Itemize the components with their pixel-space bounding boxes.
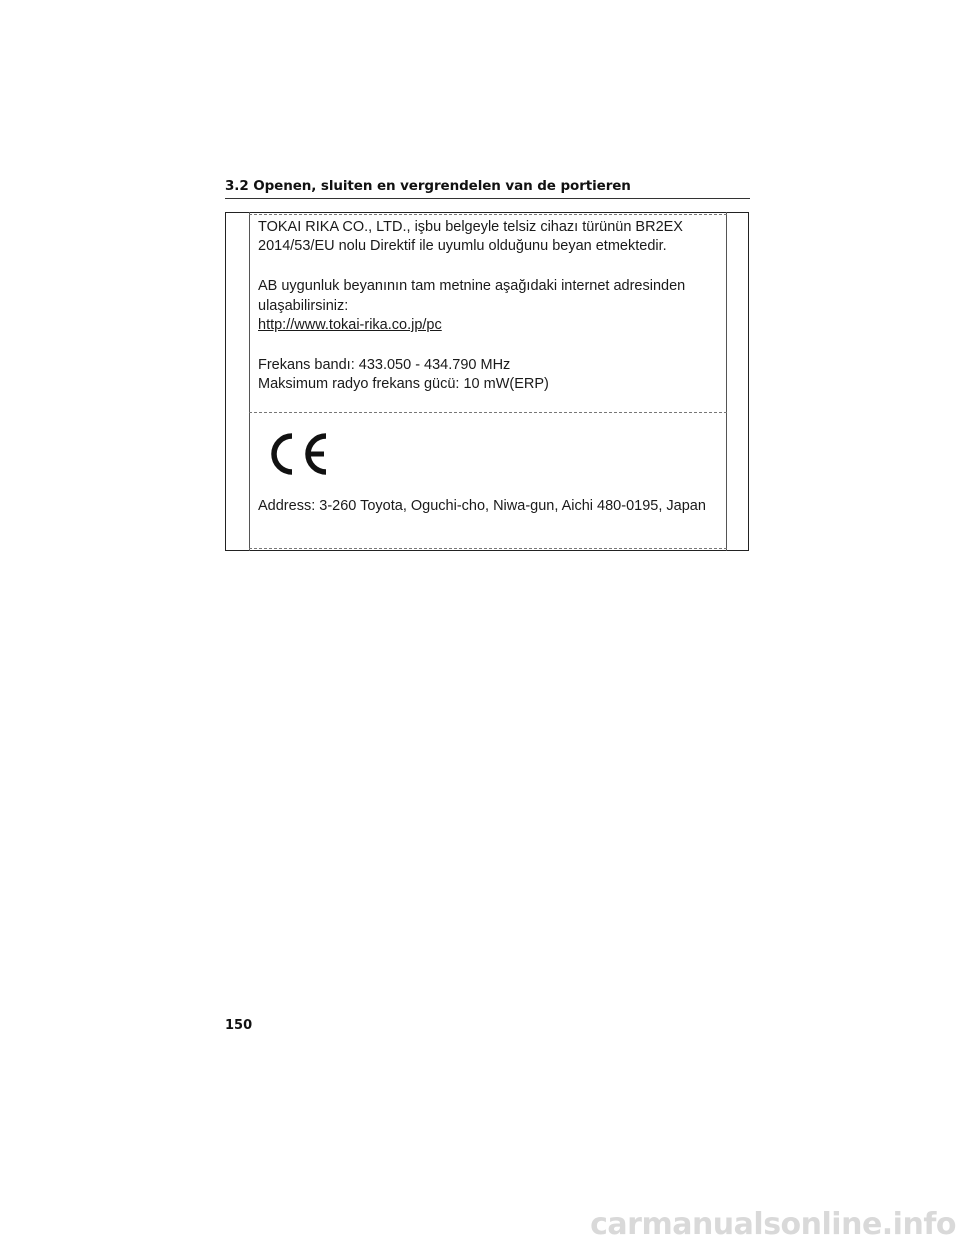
declaration-line-1: TOKAI RIKA CO., LTD., işbu belgeyle telsiz cihazı türünün BR2EX bbox=[258, 219, 683, 235]
declaration-line-4: ulaşabilirsiniz: bbox=[258, 298, 349, 314]
declaration-link[interactable]: http://www.tokai-rika.co.jp/pc bbox=[258, 317, 442, 333]
frequency-band: Frekans bandı: 433.050 - 434.790 MHz bbox=[258, 357, 511, 373]
dashed-divider-top bbox=[249, 214, 727, 215]
declaration-line-3: AB uygunluk beyanının tam metnine aşağıdaki internet adresinden bbox=[258, 278, 686, 294]
manufacturer-address: Address: 3-260 Toyota, Oguchi-cho, Niwa-gun, Aichi 480-0195, Japan bbox=[258, 498, 706, 514]
watermark: carmanualsonline.info bbox=[590, 1207, 956, 1242]
dashed-divider-bottom bbox=[249, 548, 727, 549]
ce-mark-icon bbox=[262, 428, 332, 478]
dashed-divider-middle bbox=[249, 412, 727, 413]
page-number: 150 bbox=[225, 1018, 253, 1033]
title-divider bbox=[225, 198, 750, 199]
section-title: 3.2 Openen, sluiten en vergrendelen van de portieren bbox=[225, 178, 631, 194]
declaration-line-2: 2014/53/EU nolu Direktif ile uyumlu olduğunu beyan etmektedir. bbox=[258, 238, 667, 254]
max-rf-power: Maksimum radyo frekans gücü: 10 mW(ERP) bbox=[258, 376, 549, 392]
